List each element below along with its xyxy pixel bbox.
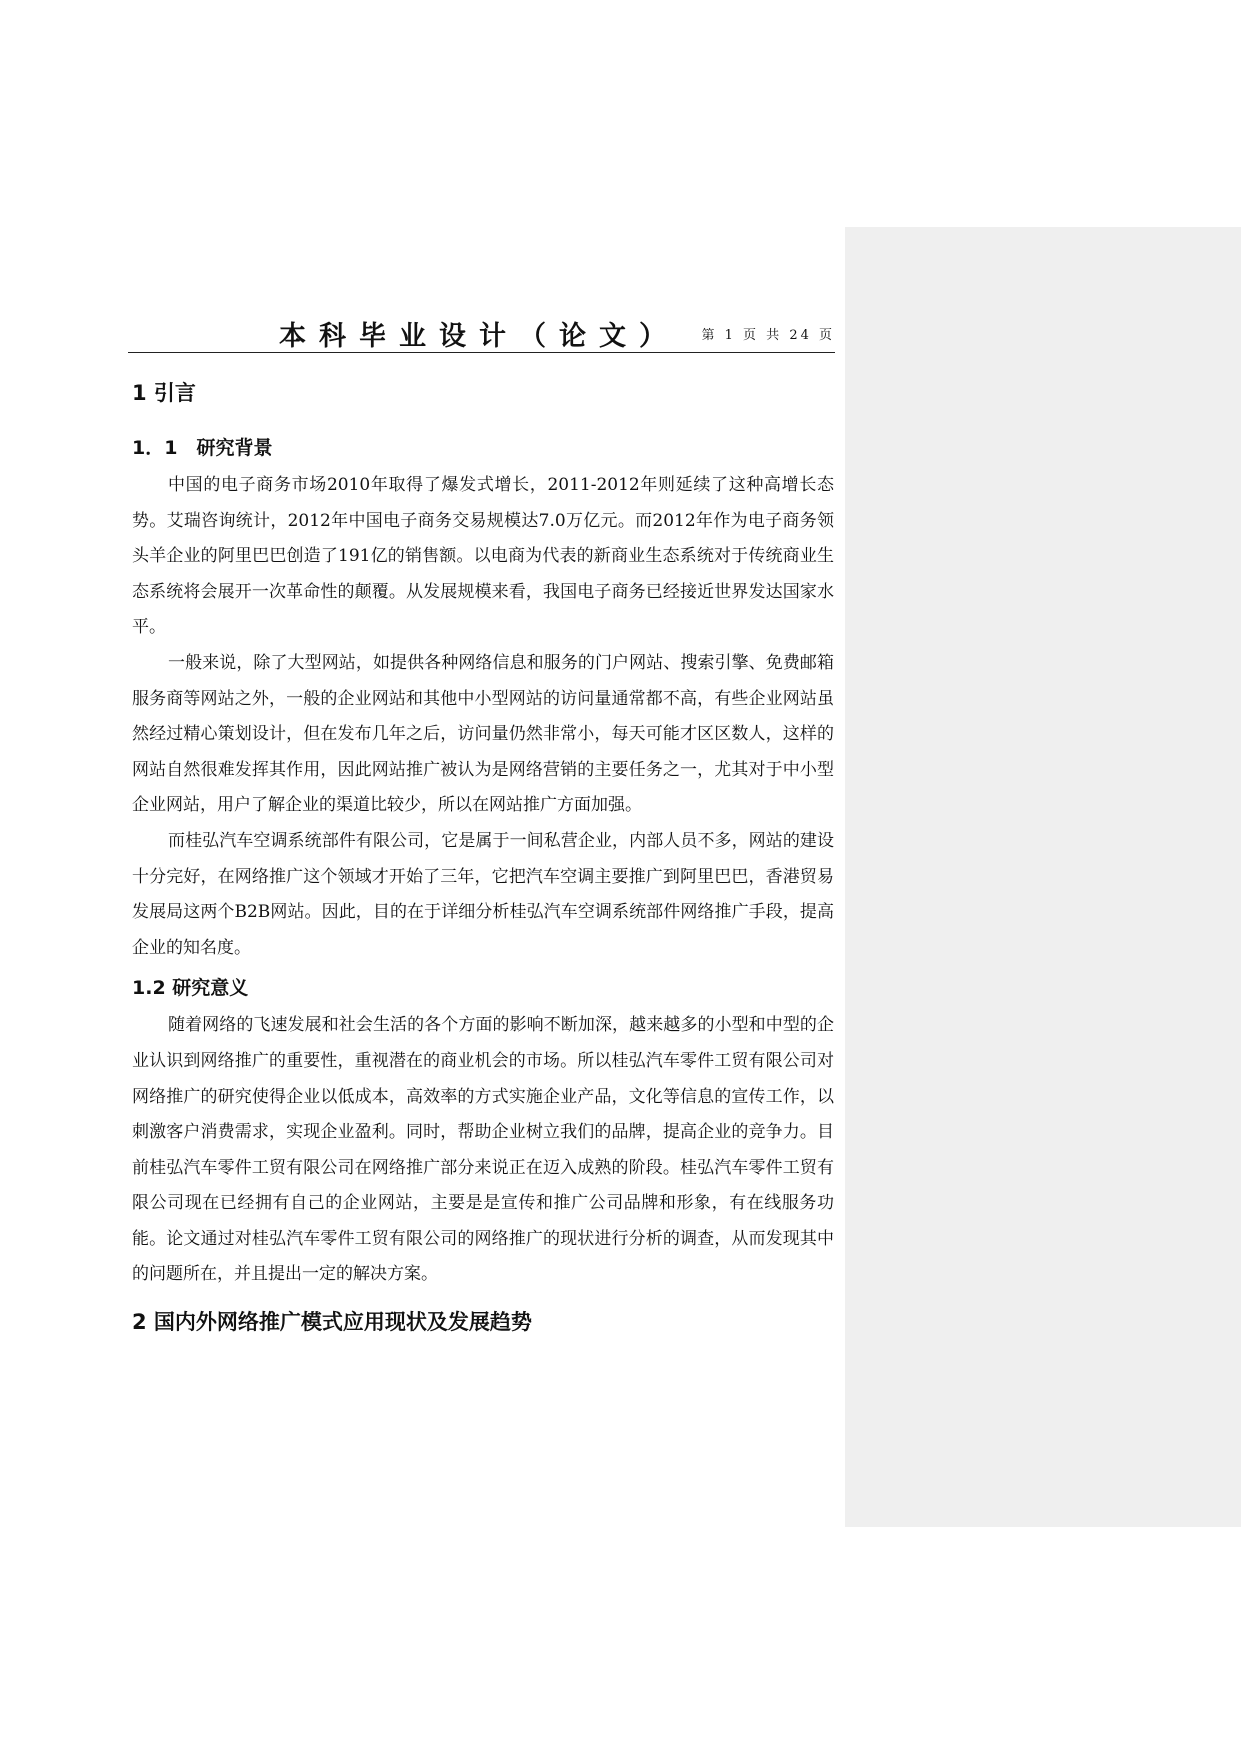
paragraph: 一般来说，除了大型网站，如提供各种网络信息和服务的门户网站、搜索引擎、免费邮箱服务商等网站之外，一般的企业网站和其他中小型网站的访问量通常都不高，有些企业网站虽然经过精心策划设计，但在发布几年之后，访问量仍然非常小，每天可能才区区数人，这样的网站自然很难发挥其作用，因此网站推广被认为是网络营销的主要任务之一，尤其对于中小型企业网站，用户了解企业的渠道比较少，所以在网站推广方面加强。 — [132, 652, 834, 816]
header-title: 本科毕业设计（论文） — [279, 321, 679, 352]
section-1-heading: 1 引言 — [132, 381, 196, 405]
paragraph: 而桂弘汽车空调系统部件有限公司，它是属于一间私营企业，内部人员不多，网站的建设十分完好，在网络推广这个领域才开始了三年，它把汽车空调主要推广到阿里巴巴，香港贸易发展局这两个B2B网站。因此，目的在于详细分析桂弘汽车空调系统部件网络推广手段，提高企业的知名度。 — [132, 830, 834, 958]
document-body — [132, 372, 834, 1343]
comment-pane — [845, 227, 1241, 1527]
section-1-1-heading: 1．1 研究背景 — [132, 437, 273, 459]
section-2-heading: 2 国内外网络推广模式应用现状及发展趋势 — [132, 1310, 532, 1335]
page-number: 第 1 页 共 24 页 — [701, 328, 835, 343]
paragraph: 中国的电子商务市场2010年取得了爆发式增长，2011-2012年则延续了这种高增长态势。艾瑞咨询统计，2012年中国电子商务交易规模达7.0万亿元。而2012年作为电子商务领头羊企业的阿里巴巴创造了191亿的销售额。以电商为代表的新商业生态系统对于传统商业生态系统将会展开一次革命性的颠覆。从发展规模来看，我国电子商务已经接近世界发达国家水平。 — [132, 475, 834, 638]
paragraph: 随着网络的飞速发展和社会生活的各个方面的影响不断加深，越来越多的小型和中型的企业认识到网络推广的重要性，重视潜在的商业机会的市场。所以桂弘汽车零件工贸有限公司对网络推广的研究使得企业以低成本，高效率的方式实施企业产品，文化等信息的宣传工作，以刺激客户消费需求，实现企业盈利。同时，帮助企业树立我们的品牌，提高企业的竞争力。目前桂弘汽车零件工贸有限公司在网络推广部分来说正在迈入成熟的阶段。桂弘汽车零件工贸有限公司现在已经拥有自己的企业网站，主要是是宣传和推广公司品牌和形象，有在线服务功能。论文通过对桂弘汽车零件工贸有限公司的网络推广的现状进行分析的调查，从而发现其中的问题所在，并且提出一定的解决方案。 — [132, 1015, 834, 1285]
page-header — [128, 312, 835, 353]
section-1-2-heading: 1.2 研究意义 — [132, 977, 249, 1000]
